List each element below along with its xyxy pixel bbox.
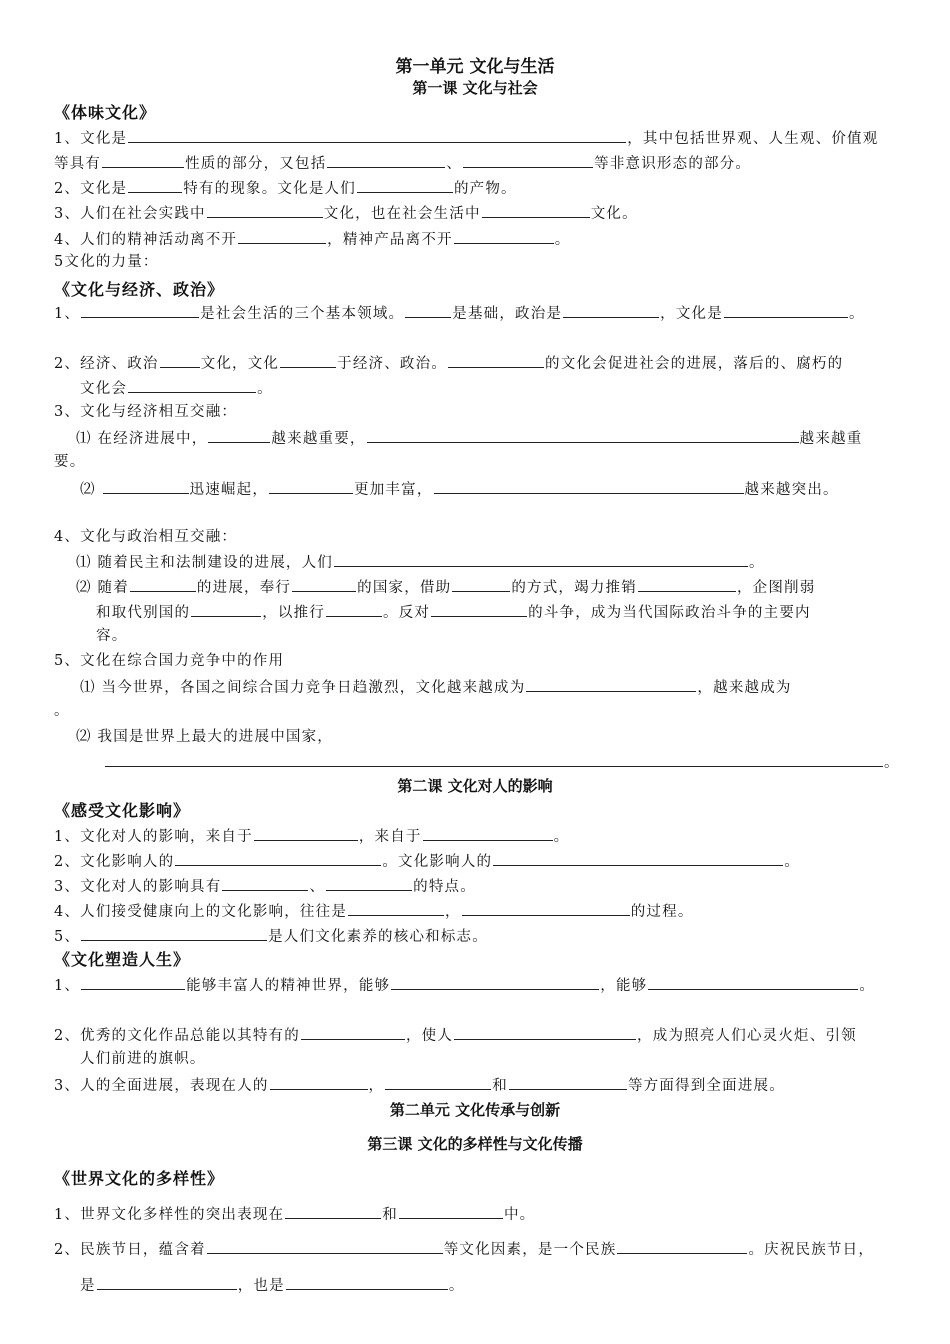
blank[interactable] [448,352,544,368]
blank[interactable] [102,152,184,168]
question-line: 1、文化对人的影响，来自于 ，来自于 。 [54,825,569,847]
question-line: 1、世界文化多样性的突出表现在 和 中。 [54,1203,535,1225]
blank[interactable] [270,1074,368,1090]
question-line: 2、文化影响人的 。文化影响人的 。 [54,850,800,872]
blank[interactable] [399,1203,503,1219]
blank[interactable] [292,576,356,592]
blank[interactable] [81,925,267,941]
question-line: 1、 能够丰富人的精神世界，能够 ，能够 。 [54,974,875,996]
question-line: 等具有 性质的部分，又包括 、 等非意识形态的部分。 [54,152,751,174]
blank[interactable] [280,352,336,368]
blank[interactable] [105,751,883,767]
question-line: 2、优秀的文化作品总能以其特有的 ，使人 ，成为照亮人们心灵火炬、引领 [54,1024,857,1046]
blank[interactable] [207,202,323,218]
question-line: 3、人的全面进展，表现在人的 ， 和 等方面得到全面进展。 [54,1074,785,1096]
lesson-title: 第三课 文化的多样性与文化传播 [367,1135,583,1153]
blank[interactable] [128,127,626,143]
unit-title: 第二单元 文化传承与创新 [389,1101,561,1119]
blank[interactable] [286,1274,448,1290]
blank[interactable] [493,850,783,866]
blank[interactable] [563,302,659,318]
question-line: ⑴ 在经济进展中， 越来越重要， 越来越重 [76,427,862,449]
question-line: ⑵ 迅速崛起， 更加丰富， 越来越突出。 [80,478,839,500]
question-line: 要。 [54,454,86,470]
blank[interactable] [434,478,744,494]
blank[interactable] [97,1274,237,1290]
question-line: 2、文化是 特有的现象。文化是人们 的产物。 [54,177,517,199]
question-line: 4、人们接受健康向上的文化影响，往往是 ， 的过程。 [54,900,694,922]
blank[interactable] [128,177,182,193]
blank[interactable] [326,601,382,617]
question-line: 3、文化与经济相互交融： [54,404,238,420]
blank[interactable] [334,551,748,567]
question-line: 3、文化对人的影响具有 、 的特点。 [54,875,476,897]
question-line: 4、文化与政治相互交融： [54,529,238,545]
blank[interactable] [327,152,445,168]
blank[interactable] [191,601,261,617]
blank[interactable] [207,1238,443,1254]
blank[interactable] [405,302,451,318]
blank[interactable] [431,601,527,617]
blank[interactable] [509,1074,627,1090]
blank[interactable] [724,302,848,318]
question-line: 是 ，也是 。 [80,1274,465,1296]
question-line: 容。 [96,628,128,644]
blank[interactable] [423,825,553,841]
blank[interactable] [254,825,358,841]
question-line: 2、经济、政治 文化，文化 于经济、政治。 的文化会促进社会的进展，落后的、腐朽的 [54,352,843,374]
blank[interactable] [81,974,185,990]
blank[interactable] [357,177,453,193]
blank[interactable] [103,478,189,494]
blank[interactable] [81,302,199,318]
section-heading: 《世界文化的多样性》 [54,1169,225,1188]
blank[interactable] [348,900,444,916]
question-line: 5、文化在综合国力竞争中的作用 [54,653,285,669]
question-line: 1、 是社会生活的三个基本领域。 是基础，政治是 ，文化是 。 [54,302,865,324]
blank[interactable] [285,1203,381,1219]
section-heading: 《感受文化影响》 [54,801,191,820]
question-line: 2、民族节日，蕴含着 等文化因素，是一个民族 。庆祝民族节日， [54,1238,874,1260]
lesson-title: 第一课 文化与社会 [412,79,538,97]
blank[interactable] [160,352,200,368]
blank[interactable] [462,900,630,916]
unit-title: 第一单元 文化与生活 [395,57,555,77]
blank[interactable] [269,478,353,494]
blank[interactable] [130,576,196,592]
blank[interactable] [482,202,590,218]
blank[interactable] [638,576,736,592]
blank[interactable] [454,228,554,244]
blank[interactable] [238,228,326,244]
question-line: ⑵ 随着 的进展，奉行 的国家，借助 的方式，竭力推销 ，企图削弱 [76,576,815,598]
blank[interactable] [208,427,270,443]
blank[interactable] [454,1024,636,1040]
blank[interactable] [175,850,381,866]
blank[interactable] [617,1238,747,1254]
question-line: ⑴ 当今世界，各国之间综合国力竞争日趋激烈，文化越来越成为 ，越来越成为 [80,676,792,698]
section-heading: 《文化塑造人生》 [54,950,191,969]
blank[interactable] [301,1024,405,1040]
blank[interactable] [391,974,599,990]
question-line: 5文化的力量： [54,254,159,270]
blank[interactable] [385,1074,491,1090]
question-line: 5、 是人们文化素养的核心和标志。 [54,925,488,947]
blank[interactable] [128,377,256,393]
question-line: 4、人们的精神活动离不开 ，精神产品离不开 。 [54,228,570,250]
blank[interactable] [526,676,696,692]
blank[interactable] [648,974,858,990]
question-line: ⑵ 我国是世界上最大的进展中国家， [76,729,334,745]
blank[interactable] [326,875,412,891]
section-heading: 《体味文化》 [54,103,157,122]
question-line: 1、文化是 ，其中包括世界观、人生观、价值观 [54,127,878,149]
blank[interactable] [222,875,308,891]
blank[interactable] [463,152,593,168]
question-line: 文化会 。 [80,377,273,399]
blank[interactable] [367,427,799,443]
question-line: 。 [54,703,70,719]
question-line: ⑴ 随着民主和法制建设的进展，人们 。 [76,551,765,573]
lesson-title: 第二课 文化对人的影响 [397,777,553,795]
question-line: 3、人们在社会实践中 文化，也在社会生活中 文化。 [54,202,638,224]
question-line: 和取代别国的 ，以推行 。反对 的斗争，成为当代国际政治斗争的主要内 [96,601,811,623]
section-heading: 《文化与经济、政治》 [54,280,225,299]
question-line: 人们前进的旗帜。 [80,1051,206,1067]
blank[interactable] [452,576,510,592]
question-line: 。 [104,751,900,773]
